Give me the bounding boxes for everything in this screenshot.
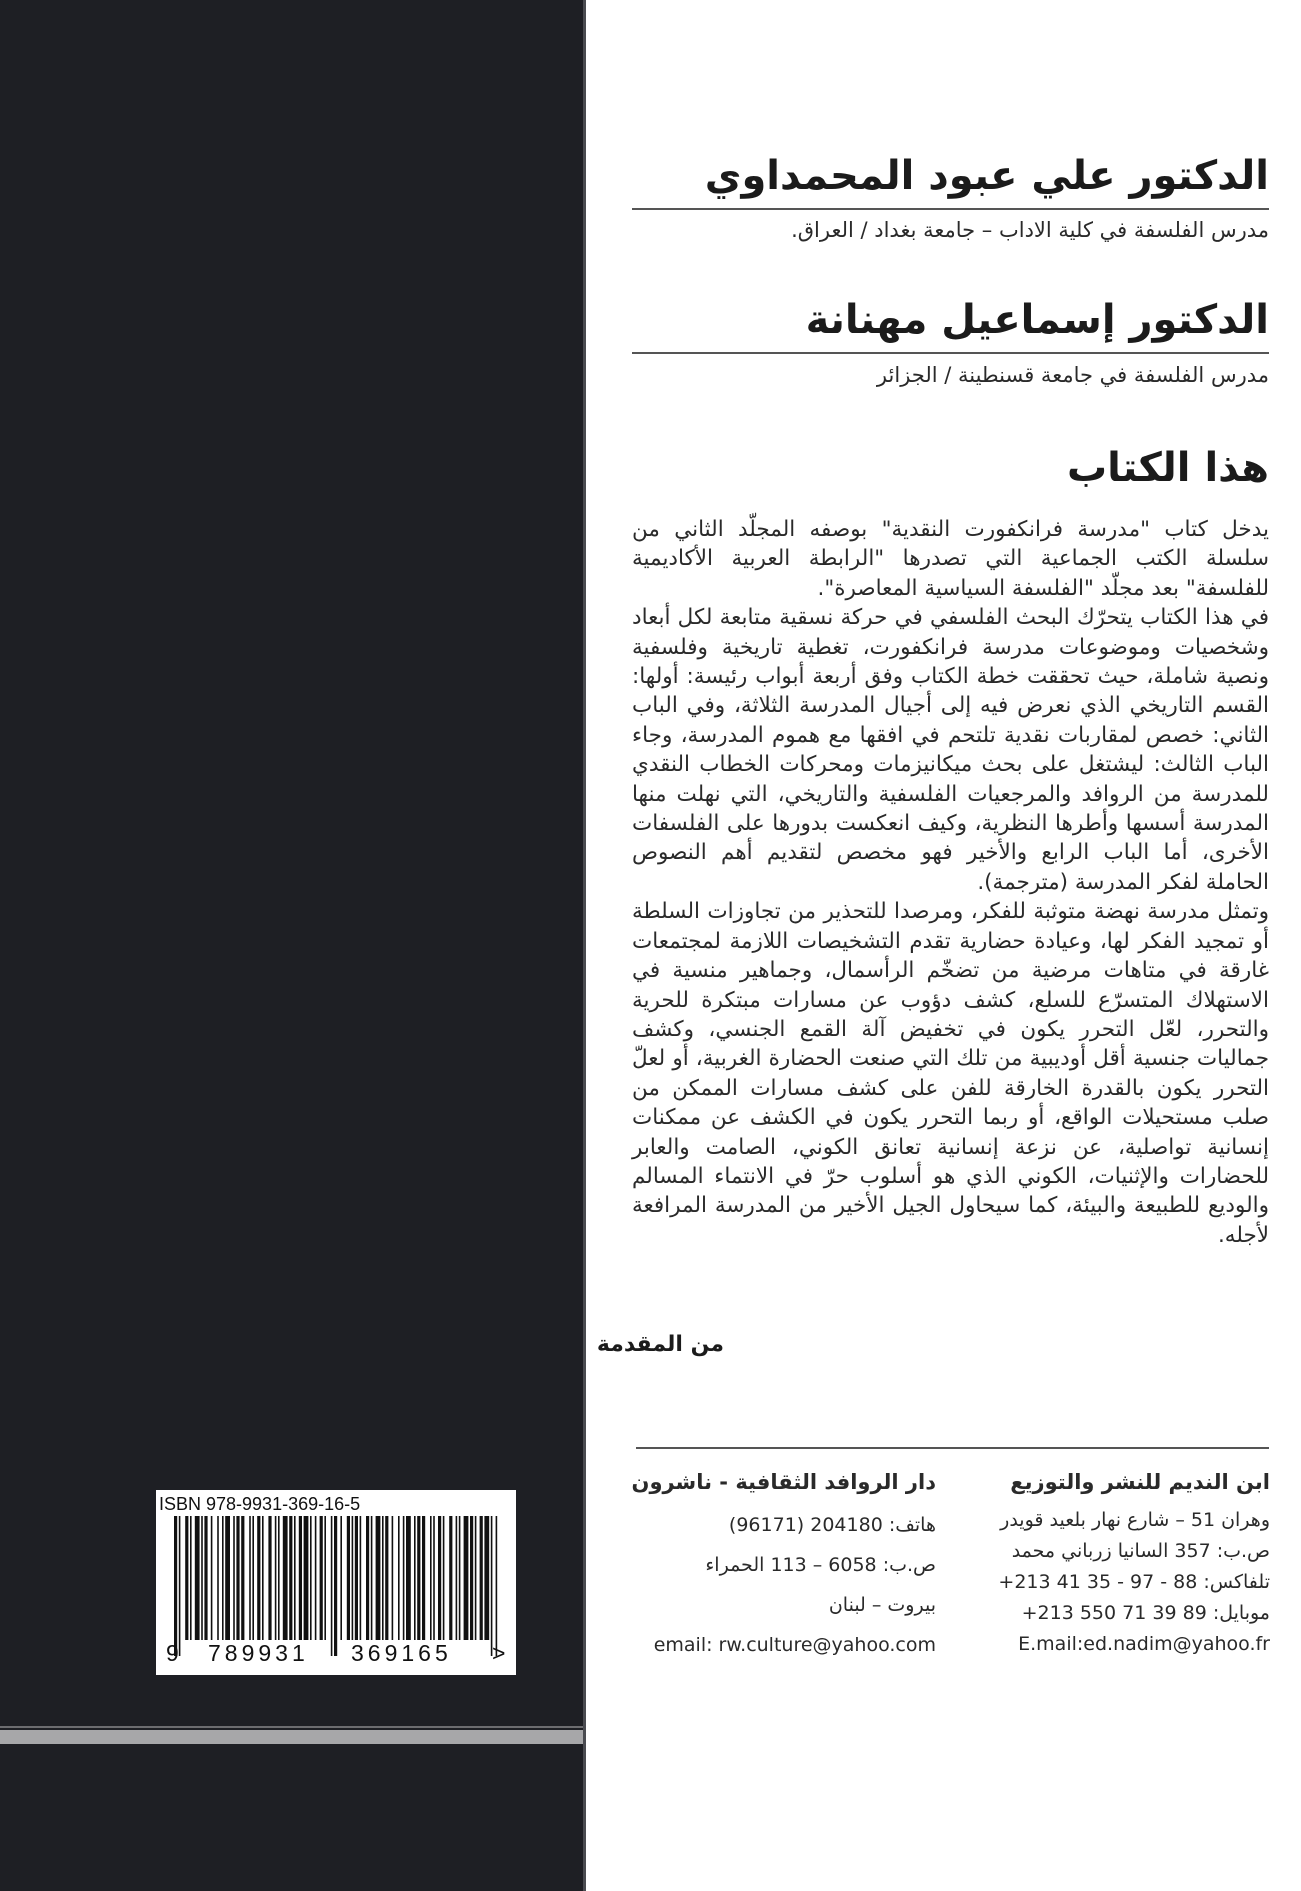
- barcode-digit-first: 9: [166, 1640, 179, 1666]
- barcode-bar: [491, 1516, 493, 1656]
- barcode-bar: [289, 1516, 292, 1640]
- barcode-bar: [268, 1516, 271, 1640]
- author-affiliation-2: مدرس الفلسفة في جامعة قسنطينة / الجزائر: [876, 363, 1269, 387]
- publisher-rawafid-email: email: rw.culture@yahoo.com: [653, 1634, 936, 1656]
- barcode-bar: [233, 1516, 235, 1640]
- barcode-bar: [257, 1516, 260, 1640]
- barcode-bar: [347, 1516, 350, 1640]
- publisher-nadim-email: E.mail:ed.nadim@yahoo.fr: [1018, 1633, 1270, 1655]
- barcode-digits: [156, 1640, 516, 1670]
- barcode-bar: [241, 1516, 244, 1640]
- barcode-bar: [459, 1516, 461, 1640]
- barcode-bar: [179, 1516, 181, 1656]
- barcode-bar: [204, 1516, 207, 1640]
- barcode-bar: [385, 1516, 388, 1640]
- barcode-bar: [195, 1516, 200, 1640]
- barcode-bar: [222, 1516, 224, 1640]
- barcode-bar: [376, 1516, 381, 1640]
- barcode-bar: [382, 1516, 384, 1640]
- barcode-bar: [283, 1516, 288, 1640]
- barcode-bar: [310, 1516, 312, 1640]
- publisher-nadim: [960, 1465, 1270, 1660]
- barcode-bar: [496, 1516, 498, 1656]
- description-paragraph-1: يدخل كتاب "مدرسة فرانكفورت النقدية" بوصفه المجلّد الثاني من سلسلة الكتب الجماعية التي تصدرها "الرابطة العربية الأكاديمية للفلسفة" بعد مجلّد "الفلسفة السياسية المعاصرة".: [632, 517, 1269, 601]
- barcode-bar: [201, 1516, 203, 1640]
- barcode-bar: [398, 1516, 400, 1640]
- barcode-digits-left: 789931: [208, 1640, 309, 1666]
- isbn-barcode: [156, 1490, 516, 1675]
- barcode-bar: [371, 1516, 373, 1640]
- barcode-bar: [334, 1516, 337, 1656]
- publisher-rawafid-title: دار الروافد الثقافية - ناشرون: [631, 1470, 936, 1494]
- publisher-nadim-telefax: تلفاكس: 88 - 97 - 35 41 213+: [998, 1571, 1270, 1593]
- barcode-bar: [422, 1516, 425, 1640]
- barcode-bar: [438, 1516, 441, 1640]
- publisher-rawafid: [631, 1465, 936, 1665]
- barcode-bar: [225, 1516, 230, 1640]
- barcode-bar: [414, 1516, 416, 1640]
- book-description: [632, 515, 1269, 1250]
- barcode-bar: [331, 1516, 333, 1656]
- author-affiliation-1: مدرس الفلسفة في كلية الاداب – جامعة بغداد / العراق.: [791, 218, 1269, 242]
- barcode-bar: [366, 1516, 369, 1640]
- description-paragraph-2: في هذا الكتاب يتحرّك البحث الفلسفي في حركة نسقية متابعة لكل أبعاد وشخصيات وموضوعات مدرسة فرانكفورت، تغطية تاريخية وفلسفية ونصية شاملة، حيث تحققت خطة الكتاب وفق أربعة أبواب رئيسة: أولها: القسم التاريخي الذي نعرض فيه إلى أجيال المدرسة الثلاثة، وفي الباب الثاني: خصص لمقاربات نقدية تلتحم في افقها مع هموم المدرسة، وجاء الباب الثالث: ليشتغل على بحث ميكانيزمات ومحركات الخطاب النقدي للمدرسة من الروافد والمرجعيات الفلسفية والتاريخي، التي نهلت منها المدرسة أسسها وأطرها النظرية، وكيف انعكست بدورها على الفلسفات الأخرى، أما الباب الرابع والأخير فهو مخصص لتقديم أهم النصوص الحاملة لفكر المدرسة (مترجمة).: [632, 605, 1269, 895]
- description-paragraph-3: وتمثل مدرسة نهضة متوثبة للفكر، ومرصدا للتحذير من تجاوزات السلطة أو تمجيد الفكر لها، وعيادة حضارية تقدم التشخيصات اللازمة لمجتمعات غارقة في متاهات مرضية من تضخّم الرأسمال، وجماهير منسية في الاستهلاك المتسرّع للسلع، كشف دؤوب عن مسارات مبتكرة للحرية والتحرر، لعّل التحرر يكون في تخفيض آلة القمع الجنسي، وكشف جماليات جنسية أقل أوديبية من تلك التي صنعت الحضارة الغربية، أو لعلّ التحرر يكون بالقدرة الخارقة للفن على كشف مسارات الممكن من صلب مستحيلات الواقع، أو ربما التحرر يكون في الكشف عن ممكنات إنسانية تواصلية، عن نزعة إنسانية تعانق الكوني، الصامت والعابر للحضارات والإثنيات، الكوني الذي هو أسلوب حرّ في الانتماء المسالم والوديع للطبيعة والبيئة، كما سيحاول الجيل الأخير من المدرسة المرافعة لأجله.: [632, 899, 1269, 1248]
- barcode-bars: [158, 1516, 514, 1656]
- barcode-bar: [324, 1516, 326, 1640]
- barcode-bar: [355, 1516, 358, 1640]
- barcode-bar: [185, 1516, 188, 1640]
- barcode-bar: [360, 1516, 362, 1640]
- barcode-bar: [304, 1516, 309, 1640]
- barcode-bar: [443, 1516, 445, 1640]
- author-name-1: الدكتور علي عبود المحمداوي: [704, 153, 1269, 199]
- barcode-bar: [403, 1516, 405, 1640]
- author-rule-1: [632, 208, 1269, 210]
- author-rule-2: [632, 352, 1269, 354]
- signoff-label: من المقدمة: [596, 1332, 724, 1357]
- barcode-bar: [430, 1516, 432, 1640]
- barcode-bar: [275, 1516, 277, 1640]
- publisher-nadim-address: وهران 51 – شارع نهار بلعيد قويدر: [1000, 1509, 1270, 1531]
- barcode-bar: [340, 1516, 342, 1640]
- barcode-bar: [249, 1516, 251, 1640]
- barcode-bar: [470, 1516, 473, 1640]
- isbn-label: ISBN 978-9931-369-16-5: [159, 1494, 361, 1514]
- barcode-bar: [406, 1516, 411, 1640]
- publisher-nadim-mobile: موبايل: 89 39 71 550 213+: [1021, 1602, 1270, 1624]
- barcode-bar: [449, 1516, 452, 1640]
- barcode-bar: [294, 1516, 296, 1640]
- barcode-bar: [252, 1516, 254, 1640]
- barcode-bar: [278, 1516, 280, 1640]
- barcode-bar: [456, 1516, 458, 1640]
- section-title: هذا الكتاب: [1066, 445, 1269, 491]
- barcode-bar: [236, 1516, 239, 1640]
- barcode-bar: [433, 1516, 435, 1640]
- barcode-bar: [417, 1516, 420, 1640]
- publisher-rawafid-phone: هاتف: 204180 (96171): [728, 1514, 936, 1536]
- barcode-bar: [464, 1516, 469, 1640]
- publisher-nadim-pobox: ص.ب: 357 السانيا زرباني محمد: [1011, 1540, 1270, 1562]
- barcode-bar: [320, 1516, 323, 1640]
- panel-edge: [583, 0, 586, 1891]
- barcode-digits-right: 369165: [351, 1640, 452, 1666]
- publisher-rule: [636, 1447, 1269, 1449]
- publisher-rawafid-city: بيروت – لبنان: [828, 1594, 936, 1616]
- panel-band-line: [0, 1726, 583, 1728]
- publisher-nadim-title: ابن النديم للنشر والتوزيع: [1010, 1470, 1270, 1494]
- panel-band: [0, 1730, 583, 1744]
- publisher-rawafid-pobox: ص.ب: 6058 – 113 الحمراء: [705, 1554, 936, 1576]
- author-name-2: الدكتور إسماعيل مهنانة: [805, 297, 1269, 343]
- barcode-bar: [475, 1516, 477, 1640]
- barcode-end-mark: >: [492, 1640, 506, 1666]
- barcode-bar: [262, 1516, 264, 1640]
- barcode-bar: [480, 1516, 483, 1640]
- barcode-bar: [315, 1516, 317, 1640]
- barcode-bar: [217, 1516, 219, 1640]
- barcode-bar: [484, 1516, 489, 1640]
- barcode-bar: [299, 1516, 302, 1640]
- barcode-bar: [352, 1516, 354, 1640]
- barcode-bar: [174, 1516, 177, 1656]
- barcode-bar: [190, 1516, 192, 1640]
- barcode-bar: [211, 1516, 213, 1640]
- barcode-bar: [392, 1516, 394, 1640]
